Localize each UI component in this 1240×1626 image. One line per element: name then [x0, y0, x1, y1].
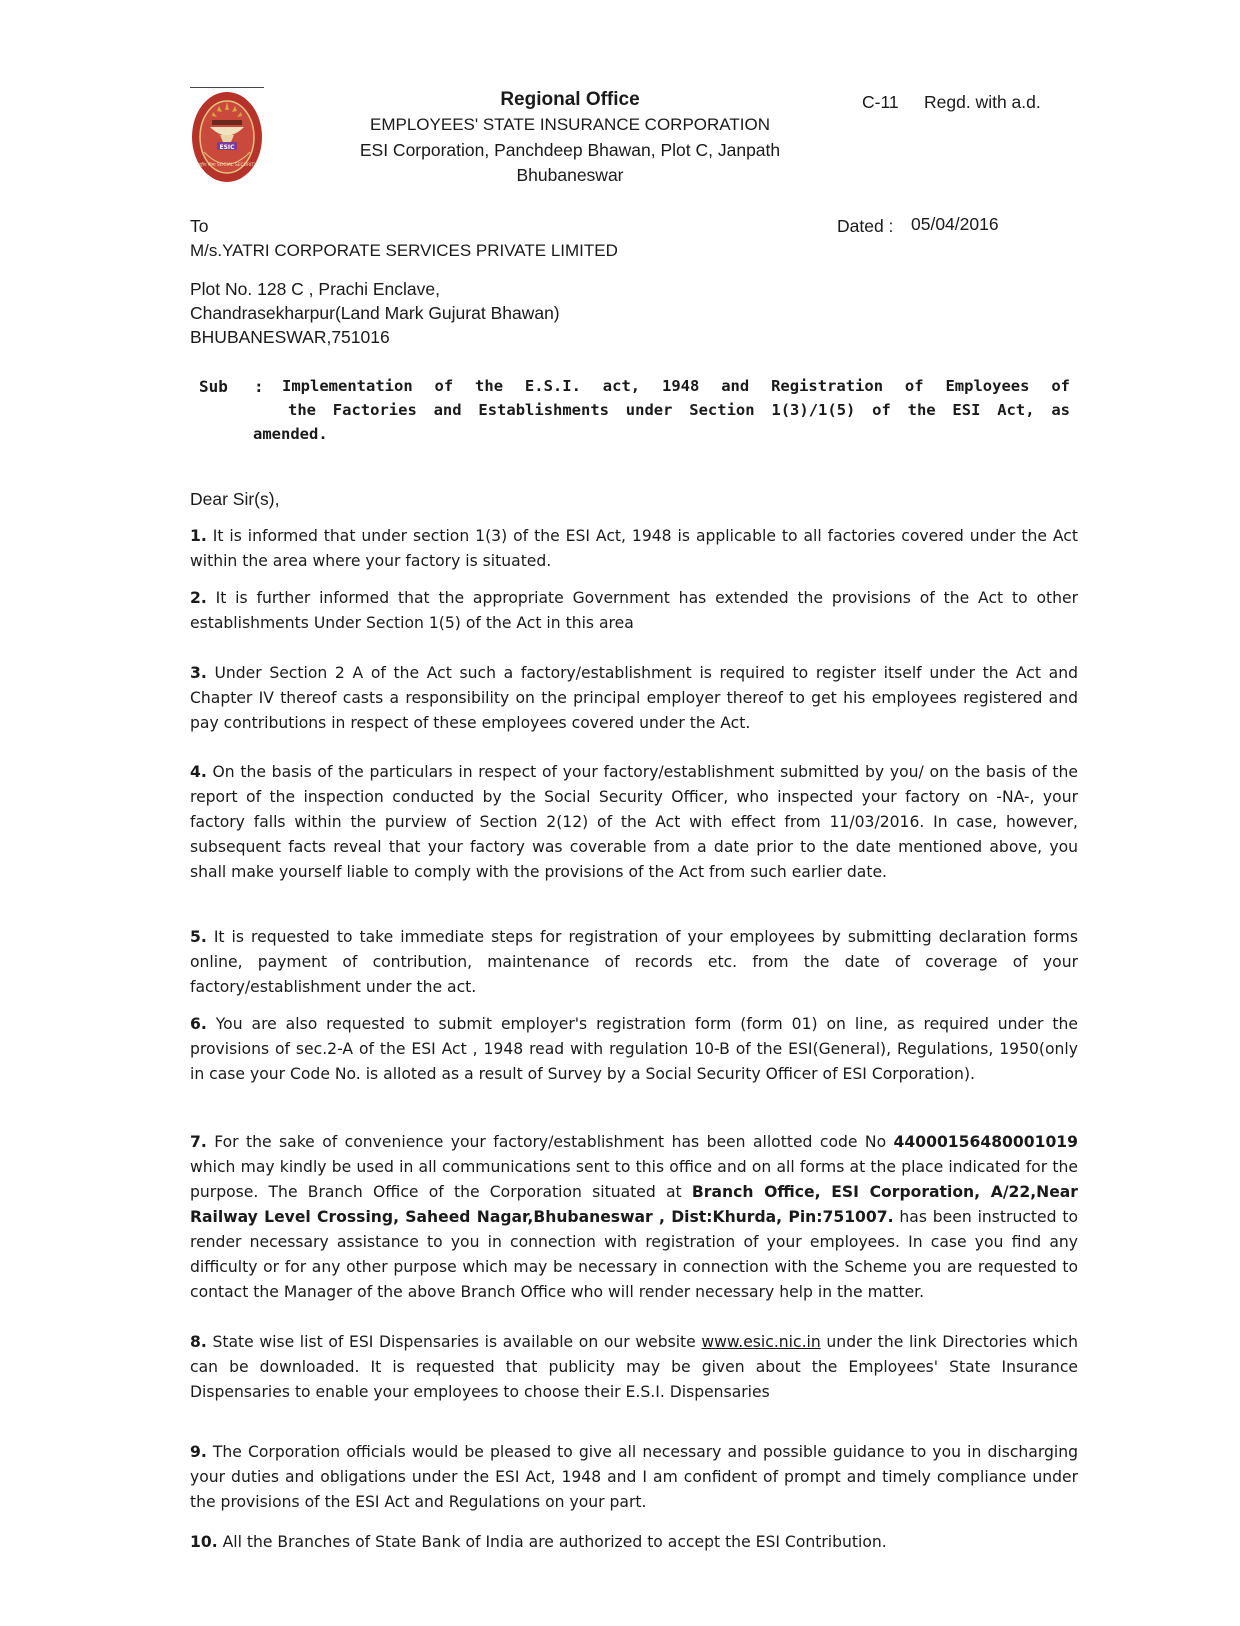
- paragraph-text: On the basis of the particulars in respect of your factory/establishment submitted by you/ on the basis of the report of the inspection conducted by the Social Security Officer, who inspected your factory on -NA-, your factory falls within the purview of Section 2(12) of the Act with effect from 11/03/2016. In case, however, subsequent facts reveal that your factory was coverable from a date prior to the date mentioned above, you shall make yourself liable to comply with the provisions of the Act from such earlier date.: [190, 763, 1078, 881]
- paragraph-text: It is requested to take immediate steps for registration of your employees by submitting declaration forms online, payment of contribution, maintenance of records etc. from the date of coverage of your factory/establishment under the act.: [190, 928, 1078, 996]
- date-label: Dated :: [837, 216, 894, 236]
- paragraph-text: It is further informed that the appropriate Government has extended the provisions of the Act to other establishments Under Section 1(5) of the Act in this area: [190, 589, 1078, 632]
- paragraph-number: 6.: [190, 1015, 207, 1033]
- paragraph-number: 7.: [190, 1133, 207, 1151]
- paragraph-text: has been instructed to render necessary assistance to you in connection with registration of your employees. In case you find any difficulty or for any other purpose which may be necessary in connection with the Scheme you are requested to contact the Manager of the above Branch Office who will render necessary help in the matter.: [190, 1208, 1078, 1301]
- org-city: Bhubaneswar: [516, 165, 624, 185]
- paragraph-text: The Corporation officials would be pleased to give all necessary and possible guidance to you in discharging your duties and obligations under the ESI Act, 1948 and I am confident of prompt and timely compliance under the provisions of the ESI Act and Regulations on your part.: [190, 1443, 1078, 1511]
- recipient-address-3: BHUBANESWAR,751016: [190, 327, 390, 347]
- subject-label: Sub: [199, 377, 228, 396]
- paragraph-number: 4.: [190, 763, 207, 781]
- paragraph-number: 1.: [190, 527, 207, 545]
- regd-note: Regd. with a.d.: [924, 92, 1041, 112]
- subject-colon: :: [254, 377, 264, 396]
- paragraph-text: For the sake of convenience your factory/establishment has been allotted code No: [214, 1133, 887, 1151]
- employer-code: 44000156480001019: [893, 1133, 1078, 1151]
- paragraph-1: [190, 524, 1078, 574]
- paragraph-10: [190, 1530, 1078, 1555]
- paragraph-number: 2.: [190, 589, 207, 607]
- esic-emblem-icon: [190, 90, 264, 184]
- paragraph-7: [190, 1130, 1078, 1305]
- form-code: C-11: [862, 92, 899, 112]
- logo-ring-text: राष्ट्रीय बीमा SOCIAL SECURITY: [197, 163, 257, 168]
- paragraph-8: [190, 1330, 1078, 1405]
- paragraph-6: [190, 1012, 1078, 1087]
- subject-line-2: the Factories and Establishments under Section 1(3)/1(5) of the ESI Act, as: [288, 401, 1070, 419]
- paragraph-text: State wise list of ESI Dispensaries is available on our website: [212, 1333, 696, 1351]
- paragraph-4: [190, 760, 1078, 885]
- paragraph-3: [190, 661, 1078, 736]
- date-value: 05/04/2016: [911, 214, 999, 234]
- office-title: Regional Office: [500, 89, 640, 110]
- paragraph-text: Under Section 2 A of the Act such a factory/establishment is required to register itself under the Act and Chapter IV thereof casts a responsibility on the principal employer thereof to get his employees registered and pay contributions in respect of these employees covered under the Act.: [190, 664, 1078, 732]
- paragraph-number: 3.: [190, 664, 207, 682]
- org-name: EMPLOYEES' STATE INSURANCE CORPORATION: [370, 115, 770, 134]
- logo-text: ESIC: [219, 144, 235, 151]
- subject-line-3: amended.: [253, 425, 328, 443]
- paragraph-text: You are also requested to submit employer's registration form (form 01) on line, as required under the provisions of sec.2-A of the ESI Act , 1948 read with regulation 10-B of the ESI(General), Regulations, 1950(only in case your Code No. is alloted as a result of Survey by a Social Security Officer of ESI Corporation).: [190, 1015, 1078, 1083]
- header-rule: [190, 87, 264, 88]
- paragraph-number: 8.: [190, 1333, 207, 1351]
- to-label: To: [190, 216, 209, 236]
- esic-logo: [190, 90, 264, 184]
- org-address: ESI Corporation, Panchdeep Bhawan, Plot C, Janpath: [359, 140, 781, 160]
- paragraph-9: [190, 1440, 1078, 1515]
- paragraph-text: which may kindly be used in all communications sent to this office and on all forms at the place indicated for the purpose. The Branch Office of the Corporation situated at: [190, 1158, 1078, 1201]
- paragraph-text: All the Branches of State Bank of India are authorized to accept the ESI Contribution.: [222, 1533, 887, 1551]
- recipient-address-1: Plot No. 128 C , Prachi Enclave,: [190, 279, 440, 299]
- subject-line-1: Implementation of the E.S.I. act, 1948 and Registration of Employees of: [282, 377, 1070, 395]
- paragraph-5: [190, 925, 1078, 1000]
- recipient-company: M/s.YATRI CORPORATE SERVICES PRIVATE LIMITED: [190, 241, 618, 260]
- recipient-address-2: Chandrasekharpur(Land Mark Gujurat Bhawan): [190, 303, 560, 323]
- paragraph-number: 10.: [190, 1533, 218, 1551]
- paragraph-number: 5.: [190, 928, 207, 946]
- website-link[interactable]: www.esic.nic.in: [701, 1333, 821, 1351]
- paragraph-text: under the link Directories which can be downloaded. It is requested that publicity may be given about the Employees' State Insurance Dispensaries to enable your employees to choose their E.S.I. Dispensaries: [190, 1333, 1078, 1401]
- branch-address: Branch Office, ESI Corporation, A/22,Near Railway Level Crossing, Saheed Nagar,Bhubaneswar , Dist:Khurda, Pin:751007.: [190, 1183, 1078, 1226]
- paragraph-2: [190, 586, 1078, 636]
- paragraph-text: It is informed that under section 1(3) of the ESI Act, 1948 is applicable to all factories covered under the Act within the area where your factory is situated.: [190, 527, 1078, 570]
- paragraph-number: 9.: [190, 1443, 207, 1461]
- salutation: Dear Sir(s),: [190, 489, 280, 509]
